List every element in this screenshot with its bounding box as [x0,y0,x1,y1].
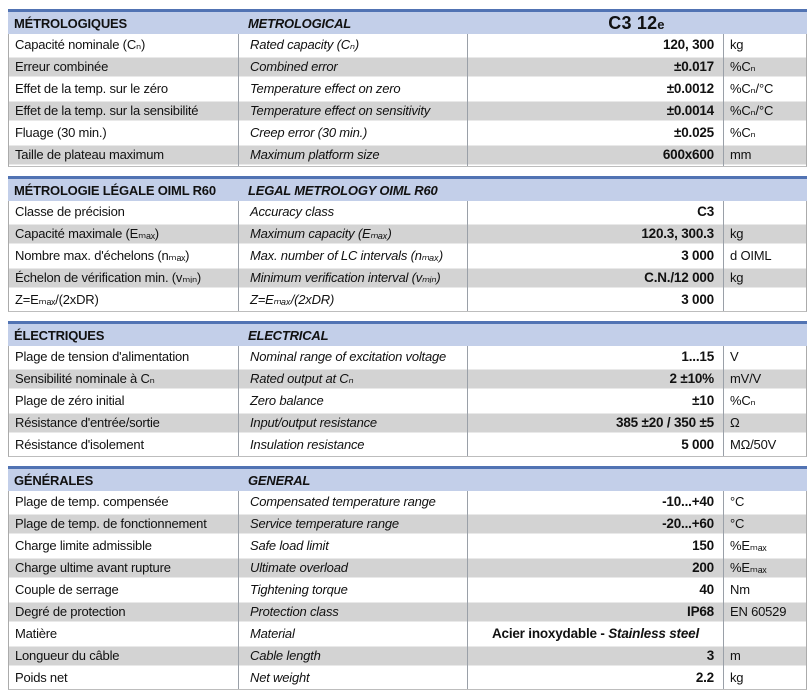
spec-row [9,557,806,579]
label-fr-cell: Classe de précision [15,204,125,219]
spec-row [9,535,806,557]
spec-table [8,9,807,699]
value-text: C3 [697,204,714,219]
value-cell [467,667,723,689]
label-fr-cell: Charge limite admissible [15,538,152,553]
value-text: -10...+40 [662,494,714,509]
unit-cell: %Eₘₐₓ [723,557,806,579]
label-en-cell: Nominal range of excitation voltage [238,346,467,368]
spec-row [9,412,806,434]
section-title-en: GENERAL [248,472,311,488]
spec-row [9,491,806,513]
label-en-cell: Maximum capacity (Eₘₐₓ) [238,223,467,245]
value-text: C.N./12 000 [644,270,714,285]
label-fr-cell: Couple de serrage [15,582,119,597]
value-cell [467,623,723,645]
label-fr-cell: Sensibilité nominale à Cₙ [15,371,155,386]
unit-cell: kg [723,667,806,689]
unit-cell [723,289,806,311]
spec-row [9,667,806,689]
label-fr-cell: Capacité maximale (Eₘₐₓ) [15,226,159,241]
unit-cell [723,623,806,645]
spec-row [9,201,806,223]
section-rows [8,346,807,457]
value-cell [467,289,723,311]
value-cell [467,245,723,267]
section-header [8,176,807,201]
label-en-cell: Material [238,623,467,645]
value-cell [467,579,723,601]
spec-row [9,223,806,245]
value-cell [467,56,723,78]
value-cell [467,601,723,623]
unit-cell: %Eₘₐₓ [723,535,806,557]
unit-cell: °C [723,513,806,535]
value-text: 3 [706,648,714,663]
spec-row [9,144,806,166]
spec-section [8,9,807,167]
spec-row [9,623,806,645]
value-cell [467,535,723,557]
spec-row [9,78,806,100]
label-en-cell: Accuracy class [238,201,467,223]
value-cell [467,201,723,223]
unit-cell: %Cₙ/°C [723,100,806,122]
spec-row [9,56,806,78]
label-fr-cell: Z=Eₘₐₓ/(2xDR) [15,292,99,307]
label-en-cell: Ultimate overload [238,557,467,579]
label-fr-cell: Résistance d'entrée/sortie [15,415,160,430]
spec-section [8,176,807,312]
unit-cell: m [723,645,806,667]
label-fr-cell: Capacité nominale (Cₙ) [15,37,146,52]
spec-row [9,390,806,412]
label-fr-cell: Plage de temp. de fonctionnement [15,516,207,531]
unit-cell: °C [723,491,806,513]
section-title-en: LEGAL METROLOGY OIML R60 [248,182,438,198]
label-fr-cell: Longueur du câble [15,648,120,663]
value-cell [467,267,723,289]
value-text: 2.2 [695,670,714,685]
value-text: 120.3, 300.3 [641,226,714,241]
label-fr-cell: Plage de zéro initial [15,393,125,408]
value-cell [467,434,723,456]
section-title-fr: ÉLECTRIQUES [14,327,105,343]
label-fr-cell: Erreur combinée [15,59,109,74]
label-en-cell: Protection class [238,601,467,623]
value-cell [467,34,723,56]
section-title-en: METROLOGICAL [248,15,352,31]
label-fr-cell: Taille de plateau maximum [15,147,164,162]
value-cell [467,368,723,390]
unit-cell: Nm [723,579,806,601]
label-fr-cell: Résistance d'isolement [15,437,144,452]
value-cell [467,223,723,245]
unit-cell: kg [723,267,806,289]
unit-cell: mV/V [723,368,806,390]
unit-cell: %Cₙ/°C [723,78,806,100]
label-en-cell: Temperature effect on sensitivity [238,100,467,122]
label-fr-cell: Charge ultime avant rupture [15,560,171,575]
spec-row [9,267,806,289]
section-rows [8,491,807,690]
spec-row [9,513,806,535]
label-en-cell: Rated output at Cₙ [238,368,467,390]
section-rows [8,201,807,312]
model-suffix: e [657,16,665,32]
value-cell [467,144,723,166]
spec-row [9,34,806,56]
label-en-cell: Combined error [238,56,467,78]
value-text: 120, 300 [663,37,714,52]
value-text: 1...15 [681,349,714,364]
section-title-fr: MÉTROLOGIE LÉGALE OIML R60 [14,182,216,198]
label-fr-cell: Plage de temp. compensée [15,494,169,509]
label-en-cell: Compensated temperature range [238,491,467,513]
label-en-cell: Insulation resistance [238,434,467,456]
spec-row [9,368,806,390]
label-en-cell: Input/output resistance [238,412,467,434]
label-en-cell: Zero balance [238,390,467,412]
spec-section [8,321,807,457]
label-en-cell: Max. number of LC intervals (nₘₐₓ) [238,245,467,267]
value-text: -20...+60 [662,516,714,531]
unit-cell [723,201,806,223]
value-cell [467,513,723,535]
value-text: ±0.0012 [666,81,714,96]
spec-row [9,601,806,623]
label-en-cell: Temperature effect on zero [238,78,467,100]
label-fr-cell: Fluage (30 min.) [15,125,107,140]
value-text: 200 [692,560,714,575]
label-fr-cell: Effet de la temp. sur le zéro [15,81,168,96]
value-text: 600x600 [662,147,714,162]
spec-row [9,434,806,456]
model-name: C3 12 [608,12,658,33]
section-header [8,321,807,346]
unit-cell: d OIML [723,245,806,267]
label-en-cell: Net weight [238,667,467,689]
value-cell [467,557,723,579]
unit-cell: EN 60529 [723,601,806,623]
value-text: 5 000 [681,437,714,452]
value-text: 2 ±10% [669,371,714,386]
section-title-fr: GÉNÉRALES [14,472,94,488]
label-en-cell: Cable length [238,645,467,667]
value-cell [467,100,723,122]
spec-section [8,466,807,690]
value-text: ±0.0014 [666,103,714,118]
value-cell [467,122,723,144]
spec-row [9,122,806,144]
spec-row [9,346,806,368]
value-text: 3 000 [681,248,714,263]
value-cell [467,412,723,434]
model-title [466,13,807,34]
unit-cell: %Cₙ [723,122,806,144]
spec-row [9,245,806,267]
value-cell [467,78,723,100]
value-text: 150 [692,538,714,553]
label-fr-cell: Matière [15,626,57,641]
value-cell [467,491,723,513]
section-header [8,466,807,491]
label-en-cell: Rated capacity (Cₙ) [238,34,467,56]
value-text: IP68 [687,604,714,619]
value-text: 40 [699,582,714,597]
value-text: 385 ±20 / 350 ±5 [616,415,714,430]
section-title-fr: MÉTROLOGIQUES [14,15,127,31]
unit-cell: mm [723,144,806,166]
unit-cell: kg [723,34,806,56]
unit-cell: %Cₙ [723,390,806,412]
value-text: Acier inoxydable - [491,626,609,641]
unit-cell: Ω [723,412,806,434]
label-en-cell: Minimum verification interval (vₘᵢₙ) [238,267,467,289]
label-en-cell: Tightening torque [238,579,467,601]
label-fr-cell: Nombre max. d'échelons (nₘₐₓ) [15,248,190,263]
label-fr-cell: Échelon de vérification min. (vₘᵢₙ) [15,270,202,285]
section-header [8,9,807,34]
unit-cell: kg [723,223,806,245]
label-en-cell: Maximum platform size [238,144,467,166]
unit-cell: V [723,346,806,368]
value-cell [467,390,723,412]
label-fr-cell: Plage de tension d'alimentation [15,349,190,364]
value-cell [467,645,723,667]
label-fr-cell: Effet de la temp. sur la sensibilité [15,103,199,118]
section-rows [8,34,807,167]
value-text: ±0.025 [674,125,714,140]
value-text: 3 000 [681,292,714,307]
value-text: ±10 [692,393,714,408]
label-fr-cell: Degré de protection [15,604,126,619]
value-text-italic: Stainless steel [608,626,700,641]
label-fr-cell: Poids net [15,670,68,685]
unit-cell: %Cₙ [723,56,806,78]
label-en-cell: Z=Eₘₐₓ/(2xDR) [238,289,467,311]
spec-row [9,579,806,601]
label-en-cell: Service temperature range [238,513,467,535]
section-title-en: ELECTRICAL [248,327,329,343]
value-text: ±0.017 [674,59,714,74]
label-en-cell: Creep error (30 min.) [238,122,467,144]
spec-row [9,645,806,667]
spec-row [9,289,806,311]
value-cell [467,346,723,368]
unit-cell: MΩ/50V [723,434,806,456]
spec-row [9,100,806,122]
label-en-cell: Safe load limit [238,535,467,557]
